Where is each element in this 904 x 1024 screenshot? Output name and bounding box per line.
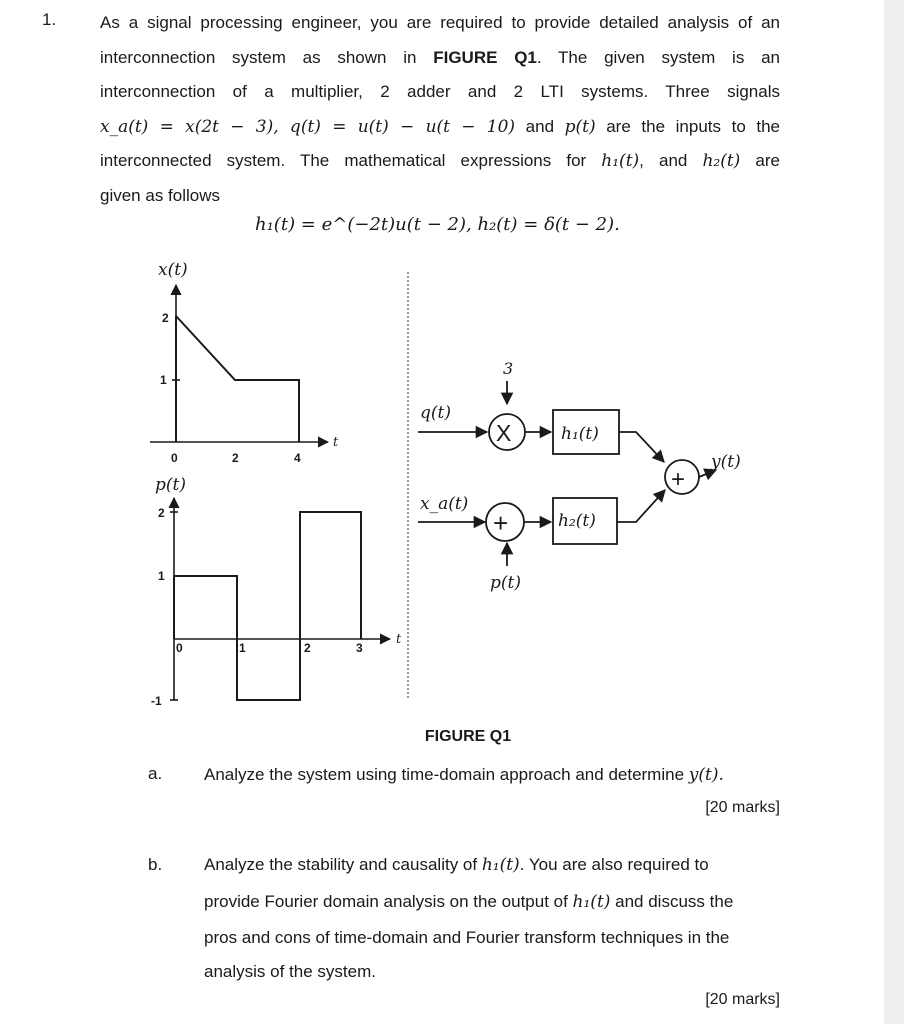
p-plot-xlabel: t — [396, 632, 402, 647]
output-label: y(t) — [711, 452, 741, 472]
h1-block-label: h₁(t) — [561, 424, 599, 444]
figure-ref: FIGURE Q1 — [433, 47, 537, 67]
p-plot-ytick-1: 1 — [158, 569, 165, 583]
part-a-letter: a. — [148, 764, 163, 783]
part-b-letter: b. — [148, 855, 163, 874]
x-signal-plot — [150, 260, 339, 465]
adder-2-symbol: + — [671, 466, 686, 493]
q-input-label: q(t) — [420, 403, 451, 423]
p-plot-xtick-1: 1 — [239, 641, 246, 655]
x-plot-origin: 0 — [171, 451, 178, 465]
intro-line-4: x_a(t) = x(2t − 3), q(t) = u(t) − u(t − 10) and p(t) are the inputs to the — [100, 116, 781, 137]
intro-line-3: interconnection of a multiplier, 2 adder and 2 LTI systems. Three signals — [100, 82, 780, 102]
intro-line-5: interconnected system. The mathematical expressions for h₁(t), and h₂(t) are — [100, 151, 780, 172]
p-signal-plot — [151, 475, 402, 708]
x-plot-ytick-1: 1 — [160, 373, 167, 387]
signal-definitions: x_a(t) = x(2t − 3), q(t) = u(t) − u(t − 10) — [100, 116, 516, 137]
h2-block-label: h₂(t) — [558, 511, 596, 531]
block-diagram — [418, 359, 741, 593]
constant-input-label: 3 — [503, 359, 514, 378]
x-plot-xtick-2: 2 — [232, 451, 239, 465]
part-b-text: Analyze the stability and causality of h₁(t). You are also required to provide Fourier domain analysis on the output of h₁(t) and discuss the pros and cons of time-domain and Fourier transform techniques in the analysis of the system. — [204, 855, 734, 981]
p-plot-xtick-3: 3 — [356, 641, 363, 655]
p-plot-ylabel: p(t) — [155, 475, 186, 495]
intro-line-1: As a signal processing engineer, you are required to provide detailed analysis of an — [100, 13, 780, 32]
part-a-text: Analyze the system using time-domain approach and determine y(t). — [204, 765, 724, 785]
intro-line-2: interconnection system as shown in FIGURE Q1. The given system is an — [100, 47, 780, 67]
p-input-label: p(t) — [490, 573, 521, 593]
impulse-response-equation: h₁(t) = e^(−2t)u(t − 2), h₂(t) = δ(t − 2). — [255, 214, 620, 235]
x-signal-waveform — [176, 316, 299, 442]
part-a-marks: [20 marks] — [705, 799, 780, 816]
x-plot-xlabel: t — [333, 435, 339, 450]
x-plot-xtick-4: 4 — [294, 451, 301, 465]
x-plot-ytick-2: 2 — [162, 311, 169, 325]
p-plot-xtick-2: 2 — [304, 641, 311, 655]
multiplier-symbol: X — [496, 420, 512, 446]
question-number: 1. — [42, 10, 57, 29]
p-signal-waveform — [174, 512, 361, 700]
p-plot-ytick-neg1: -1 — [151, 694, 162, 708]
part-a-math: y(t). — [688, 765, 724, 785]
part-b-marks: [20 marks] — [705, 991, 780, 1008]
h1-to-adder-arrow — [619, 432, 664, 462]
p-plot-xtick-0: 0 — [176, 641, 183, 655]
intro-line-6: given as follows — [100, 185, 221, 205]
figure-caption: FIGURE Q1 — [424, 728, 512, 745]
adder-1-symbol: + — [493, 508, 509, 538]
x-plot-ylabel: x(t) — [158, 260, 188, 280]
p-plot-ytick-2: 2 — [158, 506, 165, 520]
h2-to-adder-arrow — [617, 490, 665, 522]
xa-input-label: x_a(t) — [420, 494, 469, 514]
